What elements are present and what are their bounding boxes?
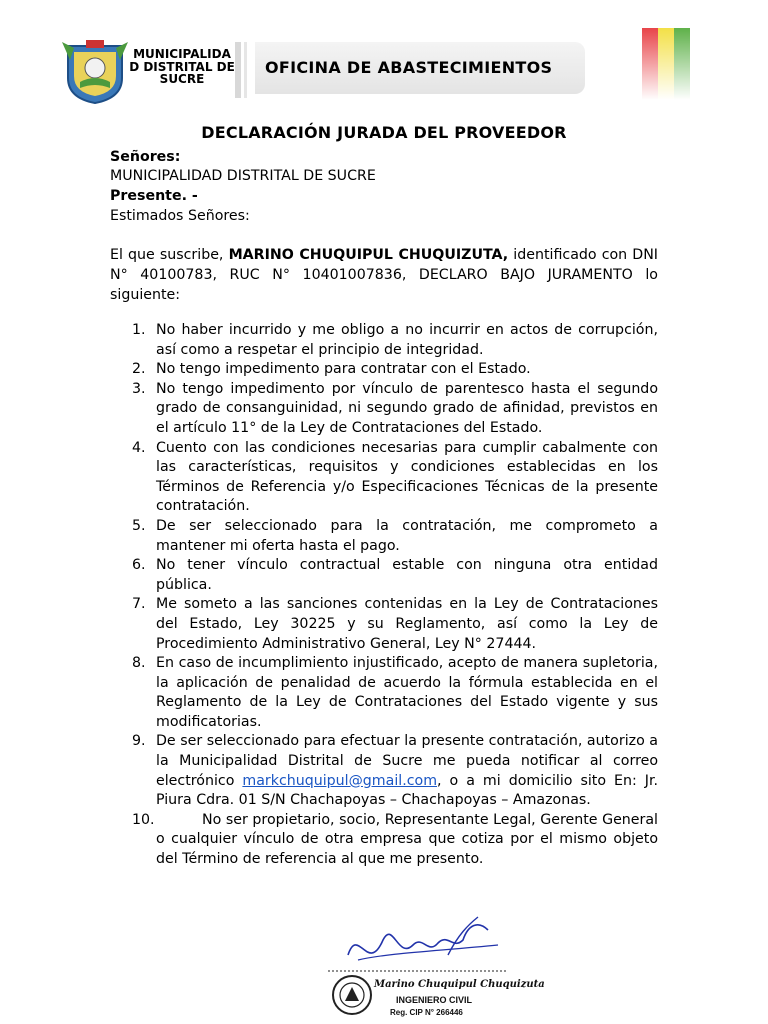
item-number: 10. — [132, 811, 155, 828]
item-text: No tengo impedimento para contratar con el Estado. — [156, 361, 531, 378]
municipality-name-line2: D DISTRITAL DE — [129, 60, 235, 74]
presente: Presente. - — [110, 188, 198, 204]
letterhead — [0, 0, 768, 110]
list-item — [110, 654, 658, 732]
header-divider-thin — [244, 42, 247, 98]
document-title: DECLARACIÓN JURADA DEL PROVEEDOR — [201, 123, 567, 142]
item-text: Me someto a las sanciones contenidas en la Ley de Contrataciones del Estado, Ley 30225 y su Reglamento, así como la Ley de Procedimiento Administrativo General, Ley N° 27444. — [156, 596, 658, 652]
signature-stamp — [328, 915, 545, 1024]
item-number: 3. — [132, 380, 146, 397]
list-item — [110, 517, 658, 556]
municipality-name-line3: SUCRE — [159, 72, 205, 86]
item-text-before: De ser seleccionado para efectuar la presente contratación, autorizo a la Municipalidad Distrital de Sucre me pueda notificar al correo electrónico — [156, 733, 658, 789]
list-item — [110, 439, 658, 517]
email-link[interactable]: markchuquipul@gmail.com — [242, 772, 438, 789]
stamp-reg: Reg. CIP N° 266446 — [390, 1008, 463, 1017]
item-number: 9. — [132, 733, 146, 750]
intro-paragraph — [110, 245, 658, 305]
list-item — [110, 811, 658, 870]
declaration-list — [110, 321, 658, 870]
stamp-title: INGENIERO CIVIL — [396, 995, 473, 1005]
municipal-crest-icon — [60, 38, 130, 104]
item-text: No ser propietario, socio, Representante Legal, Gerente General o cualquier vínculo de otra empresa que cotiza por el mismo objeto del Término de referencia al que me presento. — [156, 811, 658, 868]
municipality-name-line1: MUNICIPALIDA — [133, 47, 231, 61]
list-item — [110, 380, 658, 439]
list-item — [110, 595, 658, 654]
item-text: No tengo impedimento por vínculo de parentesco hasta el segundo grado de consanguinidad, ni segundo grado de afinidad, previstos en el artículo 11° de la Ley de Contrataciones del Estado. — [156, 380, 658, 436]
intro-prefix: El que suscribe, — [110, 247, 229, 263]
list-item — [110, 556, 658, 595]
flag-icon — [640, 28, 694, 100]
item-number: 4. — [132, 439, 146, 456]
list-item — [110, 360, 658, 380]
item-text: De ser seleccionado para la contratación, me comprometo a mantener mi oferta hasta el pago. — [156, 517, 658, 554]
item-number: 6. — [132, 557, 146, 574]
item-text-after: , o a mi domicilio sito En: Jr. Piura Cdra. 01 S/N Chachapoyas – Chachapoyas – Amazonas. — [156, 772, 658, 809]
item-number: 5. — [132, 517, 146, 534]
list-item — [110, 321, 658, 360]
item-number: 8. — [132, 655, 146, 672]
item-number: 2. — [132, 361, 146, 378]
recipient: MUNICIPALIDAD DISTRITAL DE SUCRE — [110, 168, 376, 184]
intro-suffix: identificado con DNI N° 40100783, RUC N° 10401007836, DECLARO BAJO JURAMENTO lo siguiente: — [110, 247, 658, 303]
stamp-name: Marino Chuquipul Chuquizuta — [374, 979, 545, 990]
municipality-name — [122, 48, 242, 84]
declarant-name: MARINO CHUQUIPUL CHUQUIZUTA, — [228, 247, 509, 263]
item-text: Cuento con las condiciones necesarias para cumplir cabalmente con las características, requisitos y condiciones establecidas en los Términos de Referencia y/o Especificaciones Técnicas de la presente contratación. — [156, 439, 658, 515]
item-number: 1. — [132, 322, 146, 338]
item-number: 7. — [132, 596, 146, 613]
header-divider — [235, 42, 241, 98]
office-title: OFICINA DE ABASTECIMIENTOS — [265, 58, 553, 77]
salutation: Señores: — [110, 149, 181, 165]
item-text: No haber incurrido y me obligo a no incurrir en actos de corrupción, así como a respetar el principio de integridad. — [156, 322, 658, 358]
item-text: No tener vínculo contractual estable con ninguna otra entidad pública. — [156, 557, 658, 593]
greeting: Estimados Señores: — [110, 208, 250, 224]
list-item — [110, 732, 658, 810]
item-text: En caso de incumplimiento injustificado, acepto de manera supletoria, la aplicación de penalidad de acuerdo la fórmula establecida en el Reglamento de la Ley de Contrataciones del Estado vigente y sus modificatorias. — [156, 655, 658, 730]
